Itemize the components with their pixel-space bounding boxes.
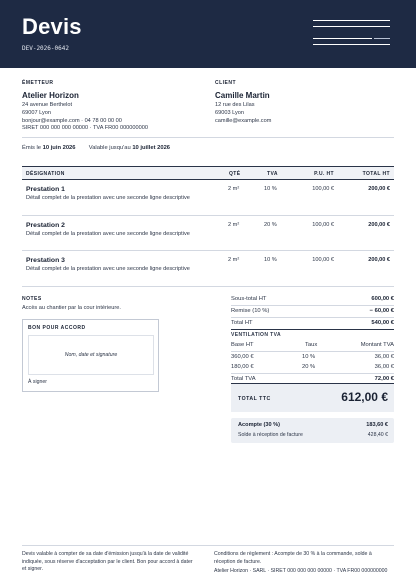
approval-label: BON POUR ACCORD <box>28 325 86 331</box>
footer-company-line: Atelier Horizon · SARL · SIRET 000 000 000 00000 · TVA FR00 000000000 <box>214 568 388 575</box>
deposit-panel <box>231 418 394 443</box>
vat-base: 360,00 € <box>231 353 254 360</box>
col-qty: QTÉ <box>229 171 241 177</box>
issuer-legal-line: SIRET 000 000 000 00000 · TVA FR00 000000000 <box>22 125 148 132</box>
deposit-label: Acompte (30 %) <box>238 422 280 428</box>
vat-breakdown-header <box>231 330 394 340</box>
col-vat: TVA <box>267 171 278 177</box>
client-address-line: 12 rue des Lilas <box>215 102 255 108</box>
vat-col-amount: Montant TVA <box>360 342 394 348</box>
col-designation: DÉSIGNATION <box>26 171 65 177</box>
total-ht-value: 540,00 € <box>371 320 394 326</box>
vat-rate: 10 % <box>302 353 316 360</box>
item-description: Détail complet de la prestation avec une seconde ligne descriptive <box>26 266 190 272</box>
header-decor-line <box>313 44 390 45</box>
vat-base: 180,00 € <box>231 364 254 370</box>
header-decor-line <box>313 20 390 21</box>
vat-amount: 36,00 € <box>374 353 394 360</box>
approval-status: À signer <box>28 379 48 385</box>
issued-date: 10 juin 2026 <box>42 145 76 151</box>
item-total: 200,00 € <box>368 186 390 192</box>
approval-box <box>22 319 159 392</box>
issuer-block <box>22 80 148 133</box>
footer-line: indiquée, sous réserve d'acceptation par le client. Bon pour accord à dater <box>22 558 193 565</box>
issuer-address-line: 69007 Lyon <box>22 109 52 116</box>
footer-line: Conditions de règlement : Acompte de 30 % à la commande, solde à <box>214 551 372 557</box>
totals-block <box>231 294 394 385</box>
client-email-line: camille@example.com <box>215 117 272 124</box>
subtotal-row <box>231 294 394 305</box>
issuer-contact-line: bonjour@example.com · 04 78 00 00 00 <box>22 117 122 124</box>
signature-placeholder: Nom, date et signature <box>64 352 118 358</box>
client-label: CLIENT <box>215 80 237 86</box>
total-vat-label: Total TVA <box>231 375 256 382</box>
document-header <box>0 0 416 68</box>
vat-row <box>231 362 394 373</box>
item-description: Détail complet de la prestation avec une seconde ligne descriptive <box>26 230 190 237</box>
header-decor-line <box>374 38 390 39</box>
col-total: TOTAL HT <box>362 171 390 177</box>
items-table <box>22 166 394 287</box>
discount-row <box>231 306 394 317</box>
total-ht-row <box>231 318 394 329</box>
vat-columns <box>231 340 394 351</box>
footer-line: Devis valable à compter de sa date d'émission jusqu'à la date de validité <box>22 551 189 557</box>
item-vat: 10 % <box>264 186 277 192</box>
issuer-address-line: 24 avenue Berthelot <box>22 102 73 108</box>
client-address-line: 69003 Lyon <box>215 109 245 116</box>
item-unit-price: 100,00 € <box>312 186 334 192</box>
document-title: Devis <box>22 14 82 39</box>
item-vat: 10 % <box>264 257 277 263</box>
item-title: Prestation 2 <box>26 221 65 229</box>
vat-rate: 20 % <box>302 364 316 370</box>
footer-payment-terms <box>214 551 394 576</box>
vat-amount: 36,00 € <box>374 364 394 370</box>
footer-line: réception de facture. <box>214 558 262 565</box>
footer-divider <box>22 545 394 546</box>
item-qty: 2 m² <box>228 221 240 228</box>
total-ttc-panel <box>231 383 394 412</box>
table-header <box>22 166 394 180</box>
signature-area[interactable] <box>28 335 154 375</box>
item-title: Prestation 3 <box>26 257 65 264</box>
subtotal-value: 600,00 € <box>371 296 394 302</box>
vat-row <box>231 352 394 363</box>
item-title: Prestation 1 <box>26 186 65 193</box>
vat-col-rate: Taux <box>305 342 318 348</box>
document-number: DEV-2026-0642 <box>22 45 69 52</box>
total-ht-label: Total HT <box>231 320 253 326</box>
footer-validity-note <box>22 551 207 574</box>
item-total: 200,00 € <box>368 257 390 263</box>
discount-value: − 60,00 € <box>369 308 394 314</box>
balance-label: Solde à réception de facture <box>238 432 303 438</box>
issuer-label: ÉMETTEUR <box>22 80 54 86</box>
table-row <box>22 180 394 216</box>
col-unit-price: P.U. HT <box>314 171 334 177</box>
valid-prefix: Valable jusqu'au <box>88 145 131 151</box>
footer-line: et signer. <box>22 566 44 573</box>
item-qty: 2 m² <box>228 257 240 263</box>
item-total: 200,00 € <box>368 221 390 228</box>
issuer-name: Atelier Horizon <box>22 91 79 100</box>
divider <box>22 137 394 138</box>
item-description: Détail complet de la prestation avec une seconde ligne descriptive <box>26 195 190 201</box>
table-row <box>22 251 394 287</box>
client-name: Camille Martin <box>215 91 270 100</box>
total-ttc-value: 612,00 € <box>341 390 388 404</box>
item-qty: 2 m² <box>228 186 240 192</box>
header-decor-line <box>313 26 390 27</box>
total-ttc-label: TOTAL TTC <box>238 396 271 402</box>
dates-line <box>22 145 170 151</box>
item-unit-price: 100,00 € <box>312 221 334 228</box>
vat-col-base: Base HT <box>231 342 254 348</box>
total-vat-value: 72,00 € <box>374 375 394 382</box>
client-block <box>215 80 271 125</box>
header-decor-line <box>313 38 372 39</box>
vat-breakdown-label: VENTILATION TVA <box>231 332 281 338</box>
discount-label: Remise (10 %) <box>231 308 270 314</box>
issued-prefix: Émis le <box>22 145 42 151</box>
valid-date: 10 juillet 2026 <box>132 145 171 151</box>
balance-value: 428,40 € <box>367 432 388 438</box>
item-vat: 20 % <box>264 221 277 228</box>
table-row <box>22 216 394 252</box>
notes-text: Accès au chantier par la cour intérieure. <box>22 305 121 311</box>
item-unit-price: 100,00 € <box>312 257 334 263</box>
deposit-value: 183,60 € <box>366 422 388 428</box>
notes-label: NOTES <box>22 296 42 302</box>
subtotal-label: Sous-total HT <box>231 296 267 302</box>
